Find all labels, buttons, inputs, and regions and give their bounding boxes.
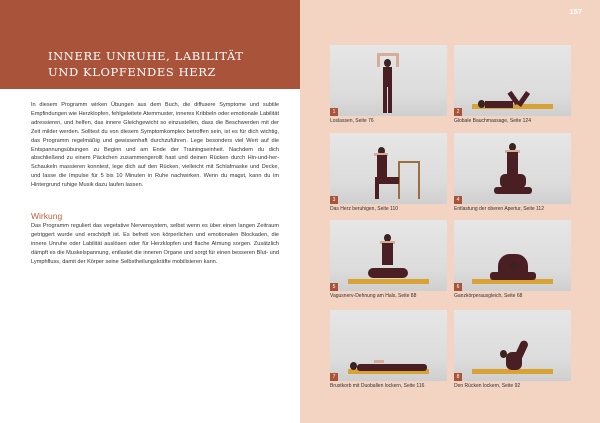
- exercise-caption: Loslassen, Seite 76: [330, 118, 374, 124]
- exercise-tile: [454, 220, 571, 300]
- exercise-caption: Entlastung der oberen Apertur, Seite 112: [454, 206, 544, 212]
- exercise-number: 8: [454, 373, 462, 381]
- exercise-number: 3: [330, 196, 338, 204]
- exercise-tile: [454, 310, 571, 390]
- exercise-number: 4: [454, 196, 462, 204]
- exercise-caption: Das Herz beruhigen, Seite 110: [330, 206, 399, 212]
- exercise-tile: [330, 133, 447, 213]
- title-line-2: UND KLOPFENDES HERZ: [48, 65, 217, 79]
- title-line-1: INNERE UNRUHE, LABILITÄT: [48, 49, 244, 63]
- exercise-photo: [330, 310, 447, 381]
- exercise-photo: [330, 220, 447, 291]
- exercise-tile: [330, 310, 447, 390]
- exercise-number: 1: [330, 108, 338, 116]
- exercise-tile: [454, 133, 571, 213]
- exercise-number: 6: [454, 283, 462, 291]
- exercise-caption: Ganzkörperausgleich, Seite 68: [454, 293, 523, 299]
- exercise-tile: [330, 220, 447, 300]
- section-heading: Wirkung: [31, 211, 63, 221]
- exercise-caption: Globale Bauchmassage, Seite 124: [454, 118, 531, 124]
- exercise-number: 2: [454, 108, 462, 116]
- exercise-tile: [330, 45, 447, 125]
- exercise-number: 7: [330, 373, 338, 381]
- page-number: 157: [569, 7, 582, 16]
- exercise-caption: Vagusnerv-Dehnung am Hals, Seite 88: [330, 293, 417, 299]
- exercise-number: 5: [330, 283, 338, 291]
- exercise-photo: [330, 45, 447, 116]
- exercise-photo: [330, 133, 447, 204]
- exercise-caption: Brustkorb mit Duoballen lockern, Seite 116: [330, 383, 425, 389]
- right-page: [300, 0, 600, 423]
- intro-paragraph: In diesem Programm wirken Übungen aus dem Buch, die diffusere Symptome und subtile Empfindungen wie Herzklopfen, fehlgeleitete Atemmuster, inneres Kribbeln oder emotionale Labilität adressieren, und helfen, das innere Gleichgewicht so einzustellen, dass die Beschwerden mit der Zeit milder werden. Solltest du von diesem Symptomkomplex betroffen sein, ist es für dich wichtig, das Programm regelmäßig und gewissenhaft durchzuführen. Lege besonders viel Wert auf die Entspannungsübungen zu Beginn und am Ende der Trainingseinheit. Nachdem du dich abschließend zu einem Päckchen zusammengerollt hast und deinen Rücken durch Hin-und-her-Schaukeln massieren konntest, lege dich auf den Rücken, vielleicht mit Schlafmaske und Decke, und lasse die Impulse für 5 bis 10 Minuten in Ruhe nachwirken. Wenn du magst, kann du im Hintergrund ruhige Musik dazu laufen lassen.: [31, 102, 279, 189]
- effect-paragraph: Das Programm reguliert das vegetative Nervensystem, selbst wenn es über einen langen Zeitraum getriggert wurde und erschöpft ist. Es befreit von körperlichen und emotionalen Blockaden, die innere Unruhe oder Labilität auslösen oder für Herzklopfen und flache Atmung sorgen. Zusätzlich dämpft es die Muskelspannung, entlastet die inneren Organe und sorgt für einen besseren Blut- und Lymphfluss, damit der Körper seine Selbstheilungskräfte mobilisieren kann.: [31, 223, 279, 265]
- exercise-photo: [454, 45, 571, 116]
- exercise-photo: [454, 220, 571, 291]
- exercise-caption: Den Rücken lockern, Seite 92: [454, 383, 521, 389]
- exercise-photo: [454, 133, 571, 204]
- exercise-photo: [454, 310, 571, 381]
- page-title: [48, 48, 278, 80]
- exercise-tile: [454, 45, 571, 125]
